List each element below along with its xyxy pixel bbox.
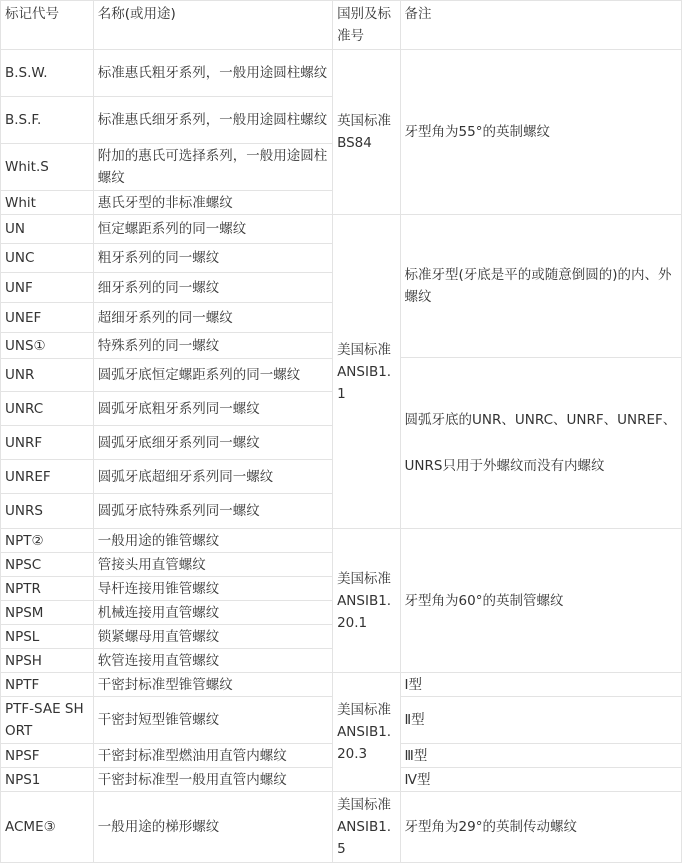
- name-cell: 圆弧牙底特殊系列同一螺纹: [93, 494, 332, 529]
- code-cell: UNRC: [1, 392, 94, 426]
- code-cell: B.S.F.: [1, 97, 94, 144]
- code-cell: UNREF: [1, 460, 94, 494]
- table-row: [1, 215, 682, 244]
- header-note: 备注: [400, 1, 681, 50]
- code-cell: NPSL: [1, 625, 94, 649]
- name-cell: 标准惠氏细牙系列，一般用途圆柱螺纹: [93, 97, 332, 144]
- name-cell: 圆弧牙底细牙系列同一螺纹: [93, 426, 332, 460]
- header-name: 名称(或用途): [93, 1, 332, 50]
- code-cell: UNR: [1, 359, 94, 392]
- name-cell: 标准惠氏粗牙系列，一般用途圆柱螺纹: [93, 50, 332, 97]
- note-cell: Ⅰ型: [400, 673, 681, 697]
- name-cell: 干密封标准型燃油用直管内螺纹: [93, 744, 332, 768]
- header-standard: 国别及标准号: [333, 1, 400, 50]
- name-cell: 干密封短型锥管螺纹: [93, 697, 332, 744]
- name-cell: 圆弧牙底超细牙系列同一螺纹: [93, 460, 332, 494]
- note-cell-bs84: 牙型角为55°的英制螺纹: [400, 50, 681, 215]
- name-cell: 超细牙系列的同一螺纹: [93, 303, 332, 333]
- standard-cell-ansi201: 美国标准ANSIB1.20.1: [333, 529, 400, 673]
- code-cell: Whit.S: [1, 144, 94, 191]
- note-round-root: 圆弧牙底的UNR、UNRC、UNRF、UNREF、UNRS只用于外螺纹而没有内螺纹: [404, 412, 677, 474]
- note-cell-ansi11: [400, 215, 681, 529]
- code-cell: NPSC: [1, 553, 94, 577]
- table-row: [1, 792, 682, 863]
- code-cell: UN: [1, 215, 94, 244]
- note-cell: Ⅲ型: [400, 744, 681, 768]
- name-cell: 管接头用直管螺纹: [93, 553, 332, 577]
- header-code: 标记代号: [1, 1, 94, 50]
- name-cell: 圆弧牙底恒定螺距系列的同一螺纹: [93, 359, 332, 392]
- standard-cell-ansi203: 美国标准ANSIB1.20.3: [333, 673, 400, 792]
- code-cell: NPTR: [1, 577, 94, 601]
- name-cell: 机械连接用直管螺纹: [93, 601, 332, 625]
- note-cell: 牙型角为29°的英制传动螺纹: [400, 792, 681, 863]
- header-row: [1, 1, 682, 50]
- standard-cell-ansi11: 美国标准ANSIB1.1: [333, 215, 400, 529]
- code-cell: PTF-SAE SHORT: [1, 697, 94, 744]
- code-cell: UNF: [1, 273, 94, 303]
- name-cell: 软管连接用直管螺纹: [93, 649, 332, 673]
- table-row: [1, 529, 682, 553]
- note-standard-profile: 标准牙型(牙底是平的或随意倒圆的)的内、外螺纹: [401, 215, 681, 358]
- name-cell: 锁紧螺母用直管螺纹: [93, 625, 332, 649]
- standard-cell-bs84: 英国标准BS84: [333, 50, 400, 215]
- code-cell: NPTF: [1, 673, 94, 697]
- name-cell: 惠氏牙型的非标准螺纹: [93, 191, 332, 215]
- name-cell: 圆弧牙底粗牙系列同一螺纹: [93, 392, 332, 426]
- name-cell: 一般用途的锥管螺纹: [93, 529, 332, 553]
- code-cell: UNRS: [1, 494, 94, 529]
- note-cell: Ⅳ型: [400, 768, 681, 792]
- code-cell: NPSH: [1, 649, 94, 673]
- code-cell: UNEF: [1, 303, 94, 333]
- name-cell: 干密封标准型一般用直管内螺纹: [93, 768, 332, 792]
- code-cell: B.S.W.: [1, 50, 94, 97]
- code-cell: Whit: [1, 191, 94, 215]
- name-cell: 一般用途的梯形螺纹: [93, 792, 332, 863]
- name-cell: 特殊系列的同一螺纹: [93, 333, 332, 359]
- code-cell: NPS1: [1, 768, 94, 792]
- name-cell: 恒定螺距系列的同一螺纹: [93, 215, 332, 244]
- code-cell: UNS①: [1, 333, 94, 359]
- note-cell: Ⅱ型: [400, 697, 681, 744]
- code-cell: NPT②: [1, 529, 94, 553]
- code-cell: ACME③: [1, 792, 94, 863]
- code-cell: NPSF: [1, 744, 94, 768]
- standard-cell-ansi15: 美国标准ANSIB1.5: [333, 792, 400, 863]
- table-row: [1, 50, 682, 97]
- code-cell: UNC: [1, 244, 94, 273]
- name-cell: 导杆连接用锥管螺纹: [93, 577, 332, 601]
- name-cell: 干密封标准型锥管螺纹: [93, 673, 332, 697]
- table-row: [1, 673, 682, 697]
- name-cell: 附加的惠氏可选择系列，一般用途圆柱螺纹: [93, 144, 332, 191]
- name-cell: 粗牙系列的同一螺纹: [93, 244, 332, 273]
- code-cell: NPSM: [1, 601, 94, 625]
- name-cell: 细牙系列的同一螺纹: [93, 273, 332, 303]
- code-cell: UNRF: [1, 426, 94, 460]
- note-cell-ansi201: 牙型角为60°的英制管螺纹: [400, 529, 681, 673]
